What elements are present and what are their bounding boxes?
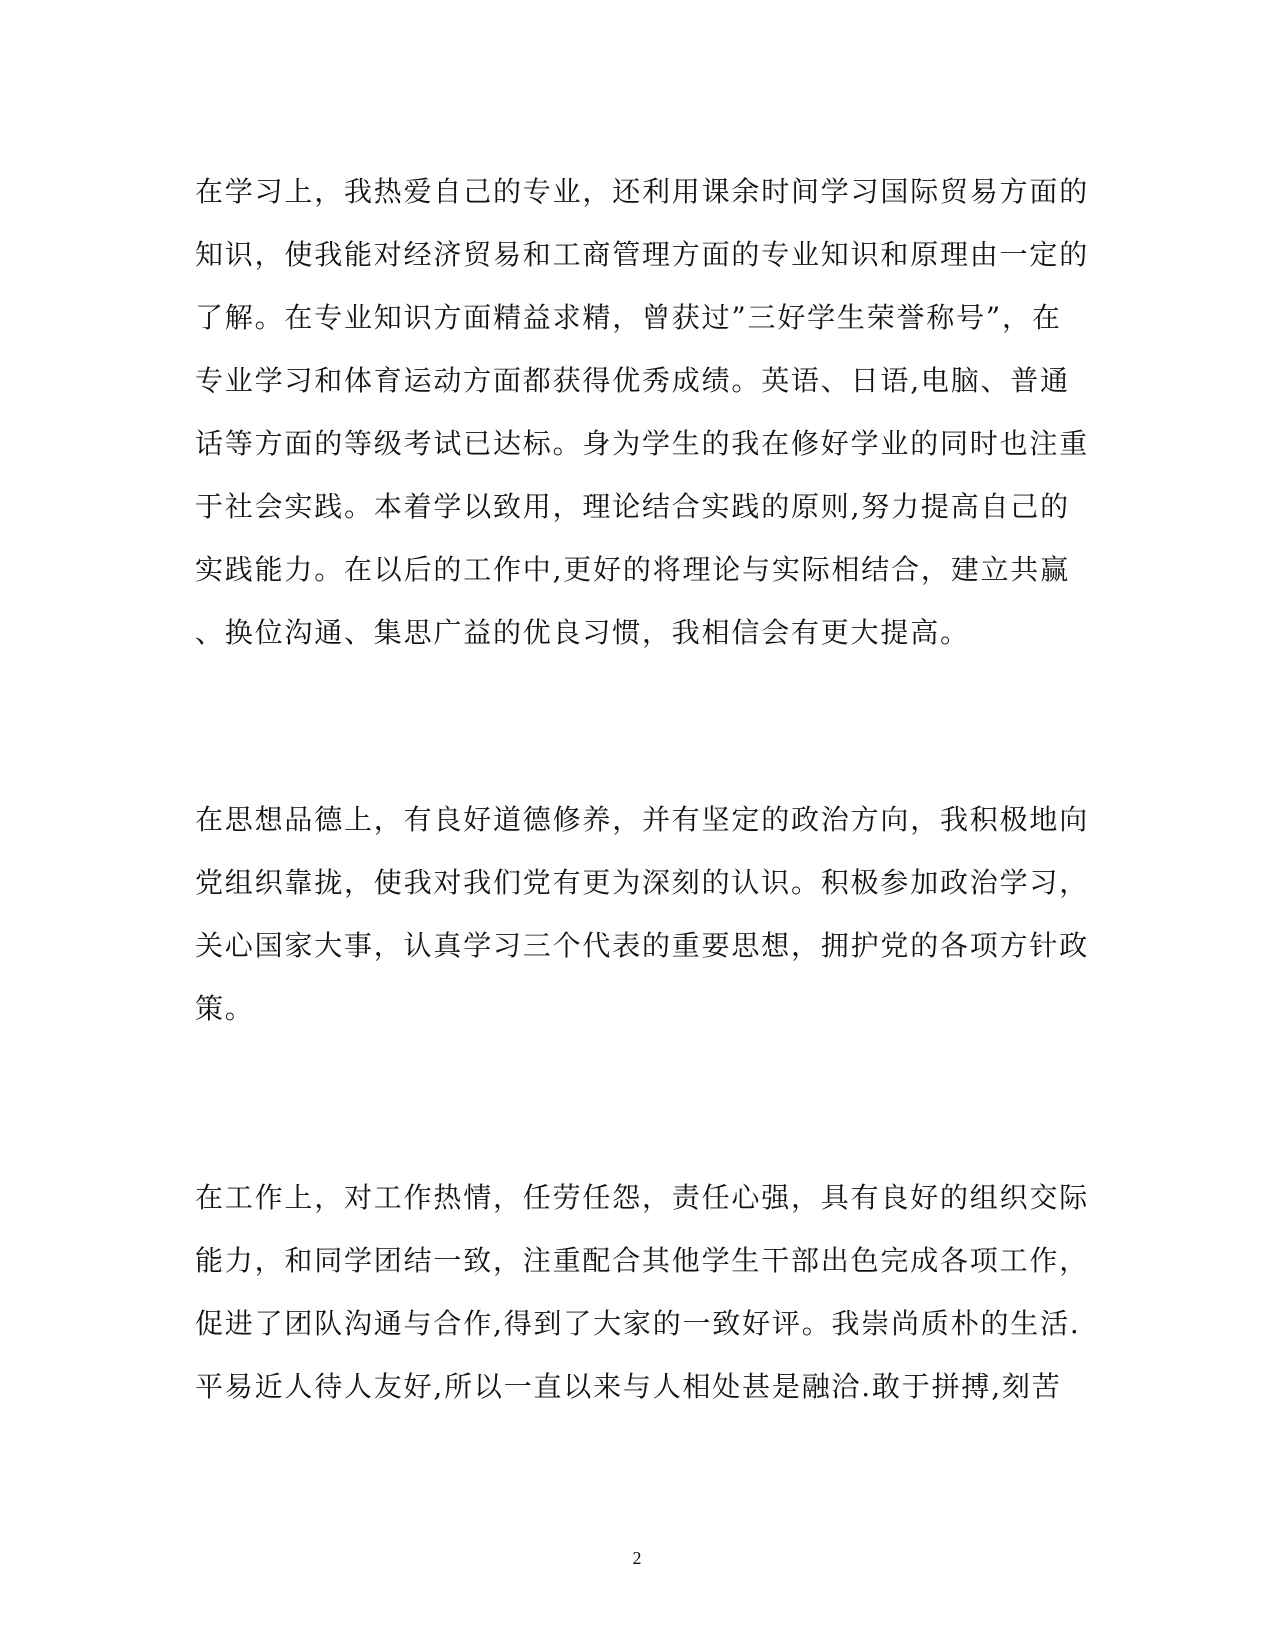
paragraph-3-line-3: 促进了团队沟通与合作,得到了大家的一致好评。我崇尚质朴的生活.: [195, 1307, 1081, 1340]
paragraph-2-line-1: 在思想品德上，有良好道德修养，并有坚定的政治方向，我积极地向: [195, 803, 1090, 836]
paragraph-1-line-8: 、换位沟通、集思广益的优良习惯，我相信会有更大提高。: [195, 616, 970, 649]
paragraph-1-line-2: 知识，使我能对经济贸易和工商管理方面的专业知识和原理由一定的: [195, 238, 1090, 271]
page-number: 2: [632, 1548, 642, 1568]
paragraph-1-line-6: 于社会实践。本着学以致用，理论结合实践的原则,努力提高自己的: [195, 490, 1070, 523]
paragraph-3-line-4: 平易近人待人友好,所以一直以来与人相处甚是融洽.敢于拼搏,刻苦: [195, 1370, 1062, 1403]
paragraph-3-line-2: 能力，和同学团结一致，注重配合其他学生干部出色完成各项工作，: [195, 1244, 1090, 1277]
paragraph-2-line-3: 关心国家大事，认真学习三个代表的重要思想，拥护党的各项方针政: [195, 929, 1090, 962]
paragraph-1-line-4: 专业学习和体育运动方面都获得优秀成绩。英语、日语,电脑、普通: [195, 364, 1070, 397]
paragraph-1-line-1: 在学习上，我热爱自己的专业，还利用课余时间学习国际贸易方面的: [195, 175, 1090, 208]
paragraph-1-line-5: 话等方面的等级考试已达标。身为学生的我在修好学业的同时也注重: [195, 427, 1090, 460]
paragraph-2-line-2: 党组织靠拢，使我对我们党有更为深刻的认识。积极参加政治学习，: [195, 866, 1090, 899]
paragraph-2-line-4: 策。: [195, 992, 255, 1025]
paragraph-1-line-7: 实践能力。在以后的工作中,更好的将理论与实际相结合，建立共赢: [195, 553, 1070, 586]
paragraph-1-line-3: 了解。在专业知识方面精益求精，曾获过”三好学生荣誉称号”，在: [195, 301, 1062, 334]
paragraph-3-line-1: 在工作上，对工作热情，任劳任怨，责任心强，具有良好的组织交际: [195, 1181, 1090, 1214]
